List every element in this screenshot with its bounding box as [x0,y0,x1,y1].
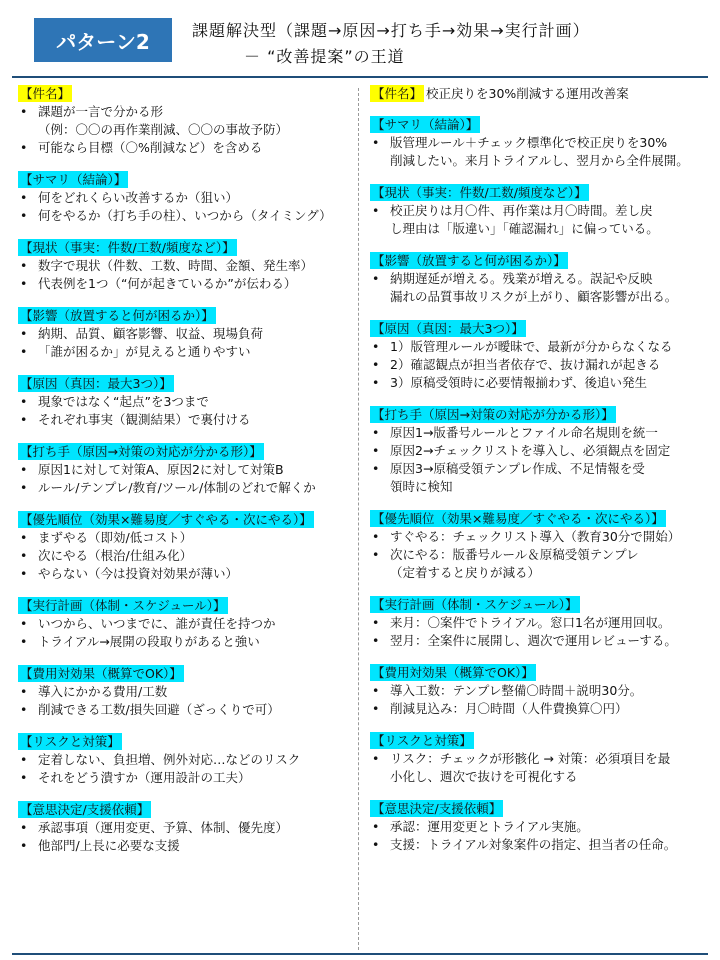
left-section [18,443,348,497]
bullet-list [370,818,708,854]
bullet-list [370,750,708,786]
section-heading: 【実行計画（体制・スケジュール）】 [372,597,578,612]
bullet-list [18,819,348,855]
bullet-text: すぐやる：チェックリスト導入（教育30分で開始） [390,529,681,544]
section-heading: 【影響（放置すると何が困るか）】 [20,308,214,323]
right-section [370,406,708,496]
bullet-item [370,818,708,836]
bullet-item [18,565,348,583]
bullet-list [370,424,708,496]
bullet-list [18,189,348,225]
left-section [18,665,348,719]
bullet-text: 何をどれくらい改善するか（狙い） [38,190,239,205]
section-heading: 【意思決定/支援依頼】 [20,802,150,817]
bullet-text: 1）版管理ルールが曖昧で、最新が分からなくなる [390,339,673,354]
section-heading-row [370,85,708,102]
bullet-text: 承認事項（運用変更、予算、体制、優先度） [38,820,289,835]
left-section [18,511,348,583]
bullet-text: リスク：チェックが形骸化 → 対策：必須項目を最 [390,751,671,766]
bullet-item [18,819,348,837]
bullet-continuation: 小化し、週次で抜けを可視化する [390,769,578,784]
section-heading: 【原因（真因：最大3つ）】 [20,376,172,391]
section-heading-row [370,596,708,613]
bullet-continuation: 漏れの品質事故リスクが上がり、顧客影響が出る。 [390,289,678,304]
footer-rule [12,953,708,955]
bullet-text: 導入にかかる費用/工数 [38,684,168,699]
bullet-item [18,751,348,769]
bullet-text: 校正戻りは月〇件、再作業は月〇時間。差し戻 [390,203,653,218]
bullet-text: 支援：トライアル対象案件の指定、担当者の任命。 [390,837,677,852]
bullet-text: 課題が一言で分かる形 [38,104,164,119]
bullet-text: 次にやる（根治/仕組み化） [38,548,193,563]
bullet-continuation: し理由は「版違い」「確認漏れ」に偏っている。 [390,221,659,236]
bullet-item [370,460,708,496]
bullet-text: 納期遅延が増える。残業が増える。誤記や反映 [390,271,653,286]
bullet-item [370,374,708,392]
bullet-item [18,325,348,343]
section-heading: 【実行計画（体制・スケジュール）】 [20,598,226,613]
bullet-text: 2）確認観点が担当者依存で、抜け漏れが起きる [390,357,661,372]
section-heading-row [18,443,348,460]
bullet-continuation: （定着すると戻りが減る） [390,565,541,580]
bullet-item [370,700,708,718]
bullet-list [370,682,708,718]
bullet-text: 承認：運用変更とトライアル実施。 [390,819,589,834]
right-section [370,252,708,306]
right-section [370,800,708,854]
template-column [18,85,348,869]
bullet-item [18,275,348,293]
bullet-item [18,701,348,719]
bullet-text: 原因3→原稿受領テンプレ作成、不足情報を受 [390,461,645,476]
bullet-item [370,424,708,442]
right-section [370,732,708,786]
section-heading-row [18,665,348,682]
left-section [18,85,348,157]
bullet-item [370,528,708,546]
bullet-item [370,836,708,854]
section-heading-row [18,597,348,614]
section-heading: 【影響（放置すると何が困るか）】 [372,253,566,268]
bullet-list [370,270,708,306]
column-divider [358,88,359,950]
bullet-text: 導入工数：テンプレ整備〇時間＋説明30分。 [390,683,643,698]
bullet-list [18,683,348,719]
section-heading-row [18,171,348,188]
bullet-text: ルール/テンプレ/教育/ツール/体制のどれで解くか [38,480,316,495]
page-title: 課題解決型（課題→原因→打ち手→効果→実行計画） [192,21,590,40]
section-heading-row [18,307,348,324]
bullet-list [18,103,348,157]
section-heading: 【リスクと対策】 [20,734,120,749]
bullet-text: 削減見込み：月〇時間（人件費換算〇円） [390,701,628,716]
bullet-text: 何をやるか（打ち手の柱）、いつから（タイミング） [38,208,332,223]
section-heading: 【優先順位（効果×難易度／すぐやる・次にやる）】 [372,511,664,526]
example-column [370,85,708,868]
bullet-list [370,202,708,238]
section-heading-row [18,511,348,528]
bullet-list [370,528,708,582]
section-heading: 【サマリ（結論）】 [20,172,127,187]
section-heading: 【現状（事実：件数/工数/頻度など）】 [20,240,235,255]
bullet-text: 可能なら目標（〇%削減など）を含める [38,140,263,155]
right-section [370,184,708,238]
section-heading-value: 校正戻りを30%削減する運用改善案 [426,86,629,101]
right-section [370,85,708,102]
section-heading-row [370,664,708,681]
right-section [370,320,708,392]
bullet-item [370,338,708,356]
section-heading: 【件名】 [372,86,423,101]
bullet-text: 数字で現状（件数、工数、時間、金額、発生率） [38,258,314,273]
section-heading-row [370,184,708,201]
section-heading-row [370,510,708,527]
section-heading-row [18,239,348,256]
section-heading-row [18,375,348,392]
left-section [18,239,348,293]
bullet-text: 原因2→チェックリストを導入し、必須観点を固定 [390,443,671,458]
bullet-list [370,134,708,170]
pattern-badge: パターン2 [34,18,172,62]
bullet-item [370,682,708,700]
section-heading: 【件名】 [20,86,71,101]
bullet-item [18,529,348,547]
bullet-item [18,633,348,651]
bullet-text: やらない（今は投資対効果が薄い） [38,566,239,581]
section-heading: 【費用対効果（概算でOK）】 [372,665,534,680]
bullet-item [18,615,348,633]
bullet-item [18,189,348,207]
section-heading: 【費用対効果（概算でOK）】 [20,666,182,681]
bullet-text: 納期、品質、顧客影響、収益、現場負荷 [38,326,264,341]
right-section [370,116,708,170]
bullet-item [370,632,708,650]
section-heading-row [18,85,348,102]
bullet-item [18,479,348,497]
page-subtitle: － “改善提案”の王道 [244,47,405,66]
bullet-list [18,393,348,429]
bullet-item [18,683,348,701]
bullet-item [18,411,348,429]
section-heading: 【現状（事実：件数/工数/頻度など）】 [372,185,587,200]
bullet-continuation: 削減したい。来月トライアルし、翌月から全件展開。 [390,153,689,168]
bullet-continuation: （例：〇〇の再作業削減、〇〇の事故予防） [38,122,289,137]
bullet-item [18,257,348,275]
bullet-item [18,837,348,855]
bullet-text: 原因1に対して対策A、原因2に対して対策B [38,462,284,477]
bullet-text: 「誰が困るか」が見えると通りやすい [38,344,251,359]
bullet-item [18,547,348,565]
left-section [18,597,348,651]
right-section [370,664,708,718]
bullet-text: 定着しない、負担増、例外対応…などのリスク [38,752,301,767]
bullet-text: 現象ではなく“起点”を3つまで [38,394,209,409]
section-heading: 【打ち手（原因→対策の対応が分かる形）】 [372,407,614,422]
section-heading-row [370,406,708,423]
left-section [18,375,348,429]
bullet-text: 翌月：全案件に展開し、週次で運用レビューする。 [390,633,677,648]
bullet-item [370,356,708,374]
bullet-list [18,529,348,583]
header-rule [12,76,708,78]
bullet-text: 版管理ルール＋チェック標準化で校正戻りを30% [390,135,668,150]
section-heading-row [18,733,348,750]
right-section [370,596,708,650]
bullet-item [370,442,708,460]
bullet-item [18,103,348,139]
section-heading-row [370,252,708,269]
bullet-list [18,461,348,497]
section-heading-row [18,801,348,818]
bullet-text: 3）原稿受領時に必要情報揃わず、後追い発生 [390,375,647,390]
bullet-list [370,614,708,650]
left-section [18,801,348,855]
section-heading-row [370,732,708,749]
section-heading: 【サマリ（結論）】 [372,117,479,132]
left-section [18,733,348,787]
bullet-text: いつから、いつまでに、誰が責任を持つか [38,616,276,631]
bullet-list [18,615,348,651]
bullet-text: 削減できる工数/損失回避（ざっくりで可） [38,702,280,717]
bullet-item [370,134,708,170]
bullet-item [18,139,348,157]
section-heading: 【原因（真因：最大3つ）】 [372,321,524,336]
bullet-text: 原因1→版番号ルールとファイル命名規則を統一 [390,425,658,440]
section-heading: 【優先順位（効果×難易度／すぐやる・次にやる）】 [20,512,312,527]
left-section [18,171,348,225]
bullet-item [18,207,348,225]
bullet-list [370,338,708,392]
section-heading: 【打ち手（原因→対策の対応が分かる形）】 [20,444,262,459]
section-heading-row [370,116,708,133]
section-heading-row [370,320,708,337]
bullet-item [18,343,348,361]
bullet-list [18,751,348,787]
bullet-continuation: 領時に検知 [390,479,453,494]
bullet-text: 代表例を1つ（“何が起きているか”が伝わる） [38,276,297,291]
bullet-text: 次にやる：版番号ルール＆原稿受領テンプレ [390,547,639,562]
bullet-item [370,614,708,632]
bullet-list [18,257,348,293]
bullet-item [18,393,348,411]
bullet-item [370,750,708,786]
bullet-item [370,202,708,238]
bullet-text: まずやる（即効/低コスト） [38,530,193,545]
bullet-text: それぞれ事実（観測結果）で裏付ける [38,412,251,427]
bullet-text: トライアル→展開の段取りがあると強い [38,634,260,649]
bullet-item [370,546,708,582]
bullet-item [18,461,348,479]
bullet-text: それをどう潰すか（運用設計の工夫） [38,770,251,785]
bullet-text: 他部門/上長に必要な支援 [38,838,180,853]
section-heading: 【意思決定/支援依頼】 [372,801,502,816]
section-heading-row [370,800,708,817]
bullet-item [18,769,348,787]
bullet-list [18,325,348,361]
bullet-text: 来月：〇案件でトライアル。窓口1名が運用回収。 [390,615,671,630]
section-heading: 【リスクと対策】 [372,733,472,748]
bullet-item [370,270,708,306]
right-section [370,510,708,582]
left-section [18,307,348,361]
